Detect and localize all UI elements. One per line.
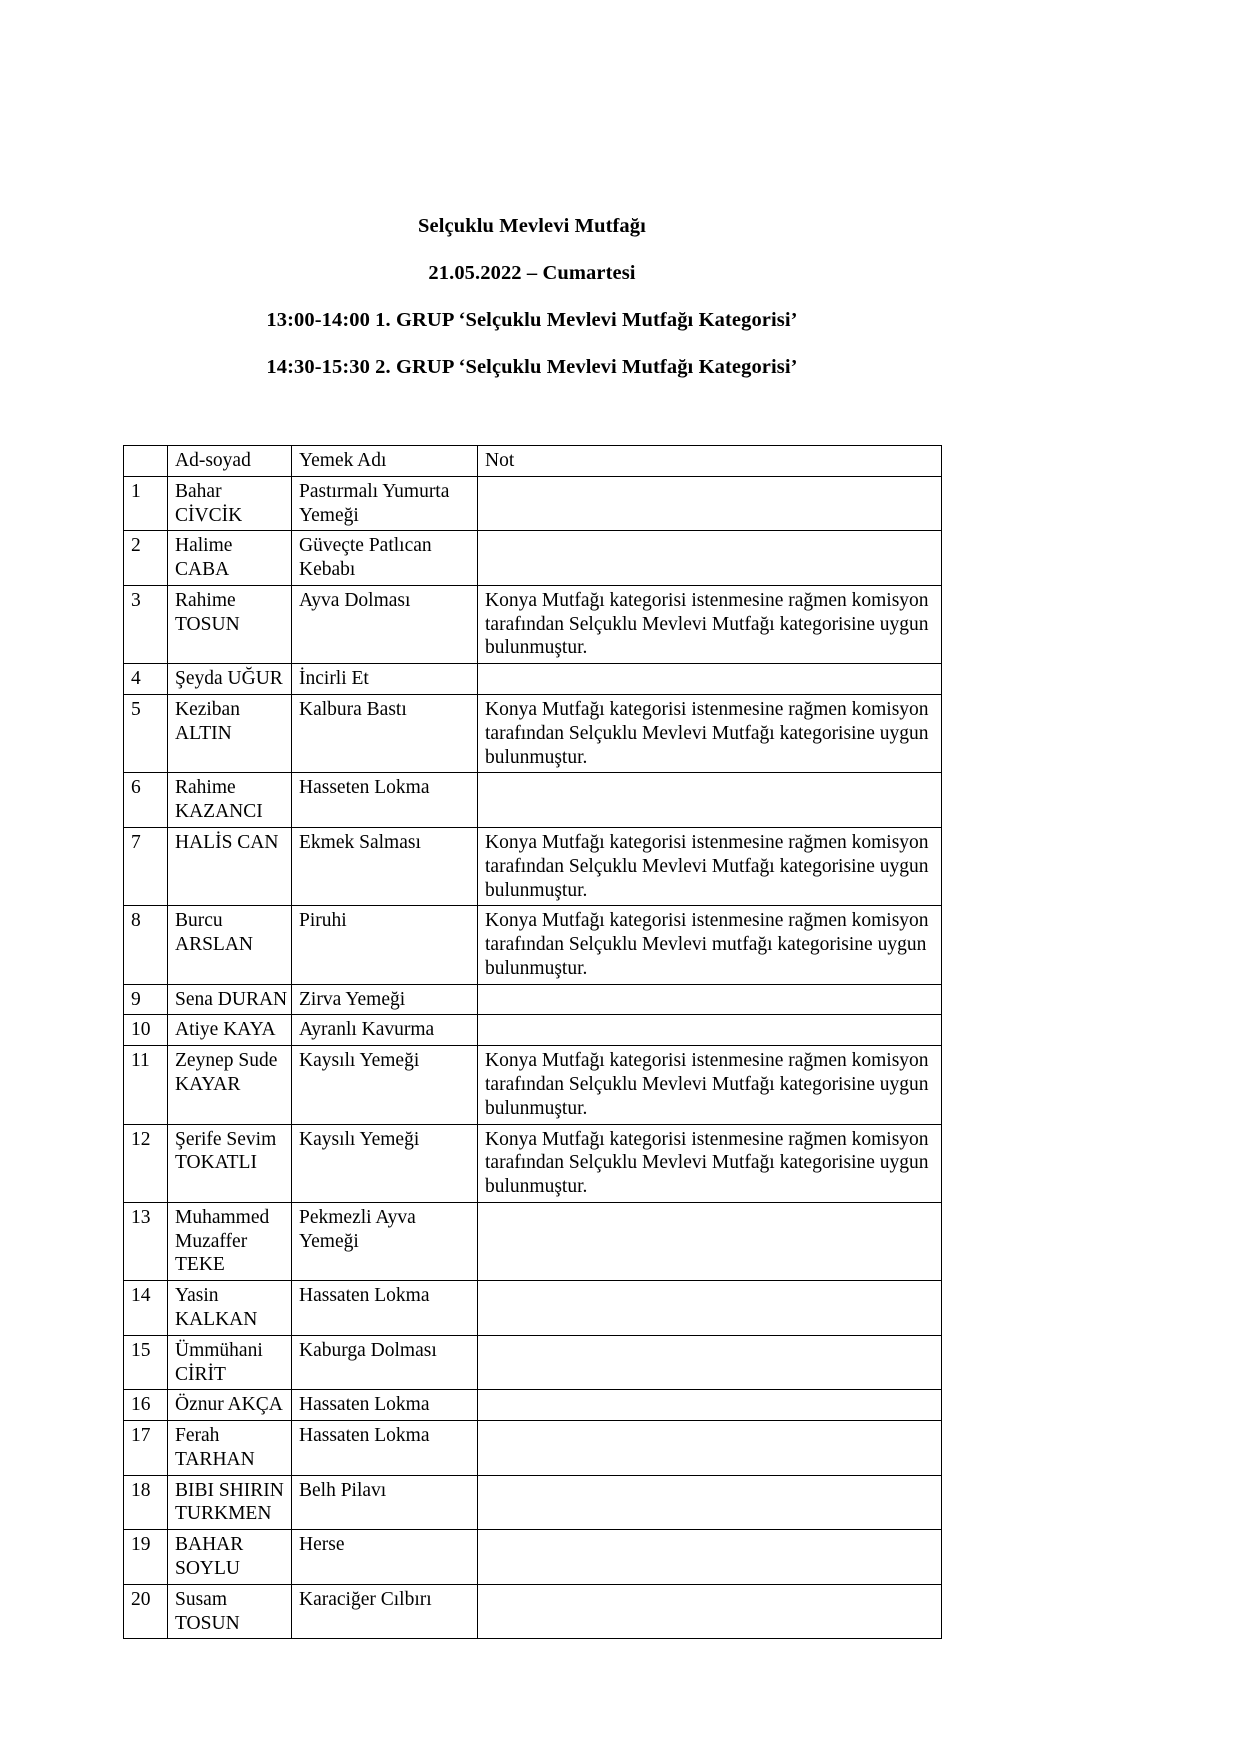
table-row bbox=[124, 531, 942, 586]
dish-name bbox=[292, 695, 478, 773]
cell-line: Kaysılı Yemeği bbox=[299, 1050, 420, 1072]
column-header-number bbox=[124, 446, 168, 477]
document-headings bbox=[123, 215, 941, 379]
empty-cell bbox=[485, 1479, 935, 1503]
note-text bbox=[478, 1281, 942, 1336]
cell-line: Karaciğer Cılbırı bbox=[299, 1588, 432, 1610]
note-text bbox=[478, 1124, 942, 1202]
cell-line: ARSLAN bbox=[175, 934, 254, 956]
cell-line: Kebabı bbox=[299, 559, 356, 581]
cell-line: Muzaffer bbox=[175, 1230, 248, 1252]
empty-cell bbox=[485, 667, 935, 691]
dish-name bbox=[292, 476, 478, 531]
heading-group-1: 13:00-14:00 1. GRUP ‘Selçuklu Mevlevi Mutfağı Kategorisi’ bbox=[266, 308, 798, 331]
cell-line: Halime bbox=[175, 535, 233, 557]
row-number: 10 bbox=[124, 1015, 168, 1046]
dish-name bbox=[292, 1530, 478, 1585]
table-row bbox=[124, 1281, 942, 1336]
cell-line: Pastırmalı Yumurta bbox=[299, 480, 450, 502]
cell-line: Bahar bbox=[175, 480, 222, 502]
participant-name bbox=[168, 1584, 292, 1639]
empty-cell bbox=[485, 1533, 935, 1557]
table-row bbox=[124, 1202, 942, 1280]
cell-line: BIBI SHIRIN bbox=[175, 1479, 284, 1501]
empty-cell bbox=[485, 480, 935, 504]
cell-line: ALTIN bbox=[175, 722, 232, 744]
cell-line: Şerife Sevim bbox=[175, 1128, 277, 1150]
dish-name bbox=[292, 1335, 478, 1390]
note-text bbox=[478, 906, 942, 984]
participant-name bbox=[168, 984, 292, 1015]
participant-name bbox=[168, 1475, 292, 1530]
cell-line: Yemeği bbox=[299, 504, 359, 526]
participant-name bbox=[168, 1124, 292, 1202]
cell-line: Zirva Yemeği bbox=[299, 988, 406, 1010]
empty-cell bbox=[485, 534, 935, 558]
note-text bbox=[478, 984, 942, 1015]
dish-name bbox=[292, 1015, 478, 1046]
cell-line: Atiye KAYA bbox=[175, 1019, 276, 1041]
cell-line: Şeyda UĞUR bbox=[175, 668, 283, 690]
cell-line: Rahime bbox=[175, 777, 236, 799]
cell-line: TOKATLI bbox=[175, 1152, 257, 1174]
participant-name bbox=[168, 1530, 292, 1585]
empty-cell bbox=[485, 1588, 935, 1612]
empty-cell bbox=[485, 1424, 935, 1448]
table-row bbox=[124, 1530, 942, 1585]
cell-line: Kaysılı Yemeği bbox=[299, 1128, 420, 1150]
participant-name bbox=[168, 1202, 292, 1280]
table-row bbox=[124, 1015, 942, 1046]
heading-date: 21.05.2022 – Cumartesi bbox=[428, 261, 636, 284]
dish-name bbox=[292, 1281, 478, 1336]
cell-line: Hassaten Lokma bbox=[299, 1425, 430, 1447]
dish-name bbox=[292, 906, 478, 984]
cell-line: KAZANCI bbox=[175, 801, 263, 823]
table-row bbox=[124, 695, 942, 773]
note-text bbox=[478, 1202, 942, 1280]
cell-line: Yemeği bbox=[299, 1230, 359, 1252]
note-text bbox=[478, 827, 942, 905]
empty-cell bbox=[485, 988, 935, 1012]
participant-name bbox=[168, 1015, 292, 1046]
table-header-row bbox=[124, 446, 942, 477]
heading-title: Selçuklu Mevlevi Mutfağı bbox=[418, 215, 646, 237]
cell-line: Ferah bbox=[175, 1425, 220, 1447]
cell-line: Konya Mutfağı kategorisi istenmesine rağmen komisyon tarafından Selçuklu Mevlevi Mutfağı kategorisine uygun bulunmuştur. bbox=[485, 1050, 929, 1119]
cell-line: TEKE bbox=[175, 1254, 225, 1276]
participant-name bbox=[168, 773, 292, 828]
empty-cell bbox=[485, 1018, 935, 1042]
row-number: 16 bbox=[124, 1390, 168, 1421]
participant-name bbox=[168, 1281, 292, 1336]
dish-name bbox=[292, 664, 478, 695]
row-number: 6 bbox=[124, 773, 168, 828]
row-number: 4 bbox=[124, 664, 168, 695]
note-text bbox=[478, 1335, 942, 1390]
note-text bbox=[478, 476, 942, 531]
cell-line: TURKMEN bbox=[175, 1503, 272, 1525]
cell-line: Kalbura Bastı bbox=[299, 699, 407, 721]
dish-name bbox=[292, 585, 478, 663]
note-text bbox=[478, 1390, 942, 1421]
note-text bbox=[478, 664, 942, 695]
cell-line: İncirli Et bbox=[299, 668, 369, 690]
empty-cell bbox=[485, 1393, 935, 1417]
cell-line: Konya Mutfağı kategorisi istenmesine rağmen komisyon tarafından Selçuklu Mevlevi Mutfağı kategorisine uygun bulunmuştur. bbox=[485, 699, 929, 768]
table-row bbox=[124, 1421, 942, 1476]
dish-name bbox=[292, 984, 478, 1015]
participant-name bbox=[168, 585, 292, 663]
cell-line: Öznur AKÇA bbox=[175, 1394, 283, 1416]
row-number: 2 bbox=[124, 531, 168, 586]
table-row bbox=[124, 585, 942, 663]
dish-name bbox=[292, 1584, 478, 1639]
cell-line: Ayva Dolması bbox=[299, 589, 411, 611]
dish-name bbox=[292, 1390, 478, 1421]
participant-name bbox=[168, 906, 292, 984]
dish-name bbox=[292, 827, 478, 905]
cell-line: Sena DURAN bbox=[175, 988, 288, 1010]
table-row bbox=[124, 827, 942, 905]
cell-line: Konya Mutfağı kategorisi istenmesine rağmen komisyon tarafından Selçuklu Mevlevi Mutfağı kategorisine uygun bulunmuştur. bbox=[485, 831, 929, 901]
table-row bbox=[124, 664, 942, 695]
note-text bbox=[478, 1015, 942, 1046]
cell-line: Burcu bbox=[175, 910, 223, 932]
participant-name bbox=[168, 476, 292, 531]
row-number: 8 bbox=[124, 906, 168, 984]
cell-line: Zeynep Sude bbox=[175, 1050, 278, 1072]
note-text bbox=[478, 1475, 942, 1530]
participant-name bbox=[168, 1335, 292, 1390]
row-number: 19 bbox=[124, 1530, 168, 1585]
dish-name bbox=[292, 531, 478, 586]
cell-line: Ümmühani bbox=[175, 1339, 263, 1361]
row-number: 20 bbox=[124, 1584, 168, 1639]
note-text bbox=[478, 695, 942, 773]
empty-cell bbox=[485, 1339, 935, 1363]
cell-line: Yasin bbox=[175, 1285, 219, 1307]
table-body bbox=[124, 476, 942, 1639]
cell-line: CİRİT bbox=[175, 1363, 226, 1385]
row-number: 13 bbox=[124, 1202, 168, 1280]
cell-line: Piruhi bbox=[299, 910, 347, 932]
cell-line: Keziban bbox=[175, 699, 240, 721]
participant-name bbox=[168, 695, 292, 773]
cell-line: Konya Mutfağı kategorisi istenmesine rağmen komisyon tarafından Selçuklu Mevlevi Mutfağı kategorisine uygun bulunmuştur. bbox=[485, 1128, 929, 1198]
cell-line: Güveçte Patlıcan bbox=[299, 535, 432, 557]
table-row bbox=[124, 773, 942, 828]
dish-name bbox=[292, 1124, 478, 1202]
cell-line: KALKAN bbox=[175, 1309, 258, 1330]
cell-line: Herse bbox=[299, 1534, 345, 1556]
column-header-food: Yemek Adı bbox=[292, 446, 478, 477]
table-row bbox=[124, 1335, 942, 1390]
note-text bbox=[478, 1584, 942, 1639]
participant-name bbox=[168, 1390, 292, 1421]
dish-name bbox=[292, 1046, 478, 1124]
cell-line: TARHAN bbox=[175, 1448, 255, 1470]
cell-line: KAYAR bbox=[175, 1073, 241, 1095]
dish-name bbox=[292, 1475, 478, 1530]
cell-line: TOSUN bbox=[175, 1612, 240, 1634]
cell-line: Susam bbox=[175, 1588, 228, 1610]
row-number: 14 bbox=[124, 1281, 168, 1336]
row-number: 18 bbox=[124, 1475, 168, 1530]
cell-line: HALİS CAN bbox=[175, 831, 279, 853]
cell-line: CABA bbox=[175, 559, 230, 581]
note-text bbox=[478, 1530, 942, 1585]
table-row bbox=[124, 1046, 942, 1124]
table-row bbox=[124, 1475, 942, 1530]
note-text bbox=[478, 773, 942, 828]
row-number: 17 bbox=[124, 1421, 168, 1476]
note-text bbox=[478, 531, 942, 586]
cell-line: Pekmezli Ayva bbox=[299, 1206, 416, 1228]
empty-cell bbox=[485, 1206, 935, 1230]
cell-line: Belh Pilavı bbox=[299, 1479, 387, 1501]
participant-name bbox=[168, 1421, 292, 1476]
note-text bbox=[478, 1046, 942, 1124]
participant-name bbox=[168, 531, 292, 586]
cell-line: BAHAR bbox=[175, 1534, 244, 1556]
heading-group-2: 14:30-15:30 2. GRUP ‘Selçuklu Mevlevi Mutfağı Kategorisi’ bbox=[266, 355, 798, 378]
column-header-name: Ad-soyad bbox=[168, 446, 292, 477]
empty-cell bbox=[485, 776, 935, 800]
cell-line: Rahime bbox=[175, 589, 236, 611]
cell-line: TOSUN bbox=[175, 613, 240, 635]
row-number: 5 bbox=[124, 695, 168, 773]
row-number: 1 bbox=[124, 476, 168, 531]
participant-name bbox=[168, 1046, 292, 1124]
cell-line: Ekmek Salması bbox=[299, 831, 421, 853]
cell-line: Konya Mutfağı kategorisi istenmesine rağmen komisyon tarafından Selçuklu Mevlevi Mutfağı kategorisine uygun bulunmuştur. bbox=[485, 589, 929, 659]
cell-line: Hassaten Lokma bbox=[299, 1394, 430, 1416]
row-number: 11 bbox=[124, 1046, 168, 1124]
row-number: 9 bbox=[124, 984, 168, 1015]
table-row bbox=[124, 476, 942, 531]
note-text bbox=[478, 585, 942, 663]
column-header-note: Not bbox=[478, 446, 942, 477]
cell-line: Hasseten Lokma bbox=[299, 777, 430, 799]
participants-table bbox=[123, 445, 942, 1639]
table-row bbox=[124, 906, 942, 984]
empty-cell bbox=[485, 1284, 935, 1308]
note-text bbox=[478, 1421, 942, 1476]
participant-name bbox=[168, 664, 292, 695]
table-row bbox=[124, 984, 942, 1015]
row-number: 12 bbox=[124, 1124, 168, 1202]
table-row bbox=[124, 1390, 942, 1421]
dish-name bbox=[292, 1202, 478, 1280]
table-row bbox=[124, 1584, 942, 1639]
table-row bbox=[124, 1124, 942, 1202]
row-number: 3 bbox=[124, 585, 168, 663]
cell-line: Ayranlı Kavurma bbox=[299, 1019, 435, 1041]
cell-line: Kaburga Dolması bbox=[299, 1339, 437, 1361]
dish-name bbox=[292, 773, 478, 828]
participant-name bbox=[168, 827, 292, 905]
cell-line: Hassaten Lokma bbox=[299, 1285, 430, 1307]
cell-line: CİVCİK bbox=[175, 504, 243, 526]
dish-name bbox=[292, 1421, 478, 1476]
row-number: 7 bbox=[124, 827, 168, 905]
cell-line: SOYLU bbox=[175, 1558, 241, 1580]
cell-line: Muhammed bbox=[175, 1206, 270, 1228]
row-number: 15 bbox=[124, 1335, 168, 1390]
cell-line: Konya Mutfağı kategorisi istenmesine rağmen komisyon tarafından Selçuklu Mevlevi mutfağı kategorisine uygun bulunmuştur. bbox=[485, 910, 929, 979]
